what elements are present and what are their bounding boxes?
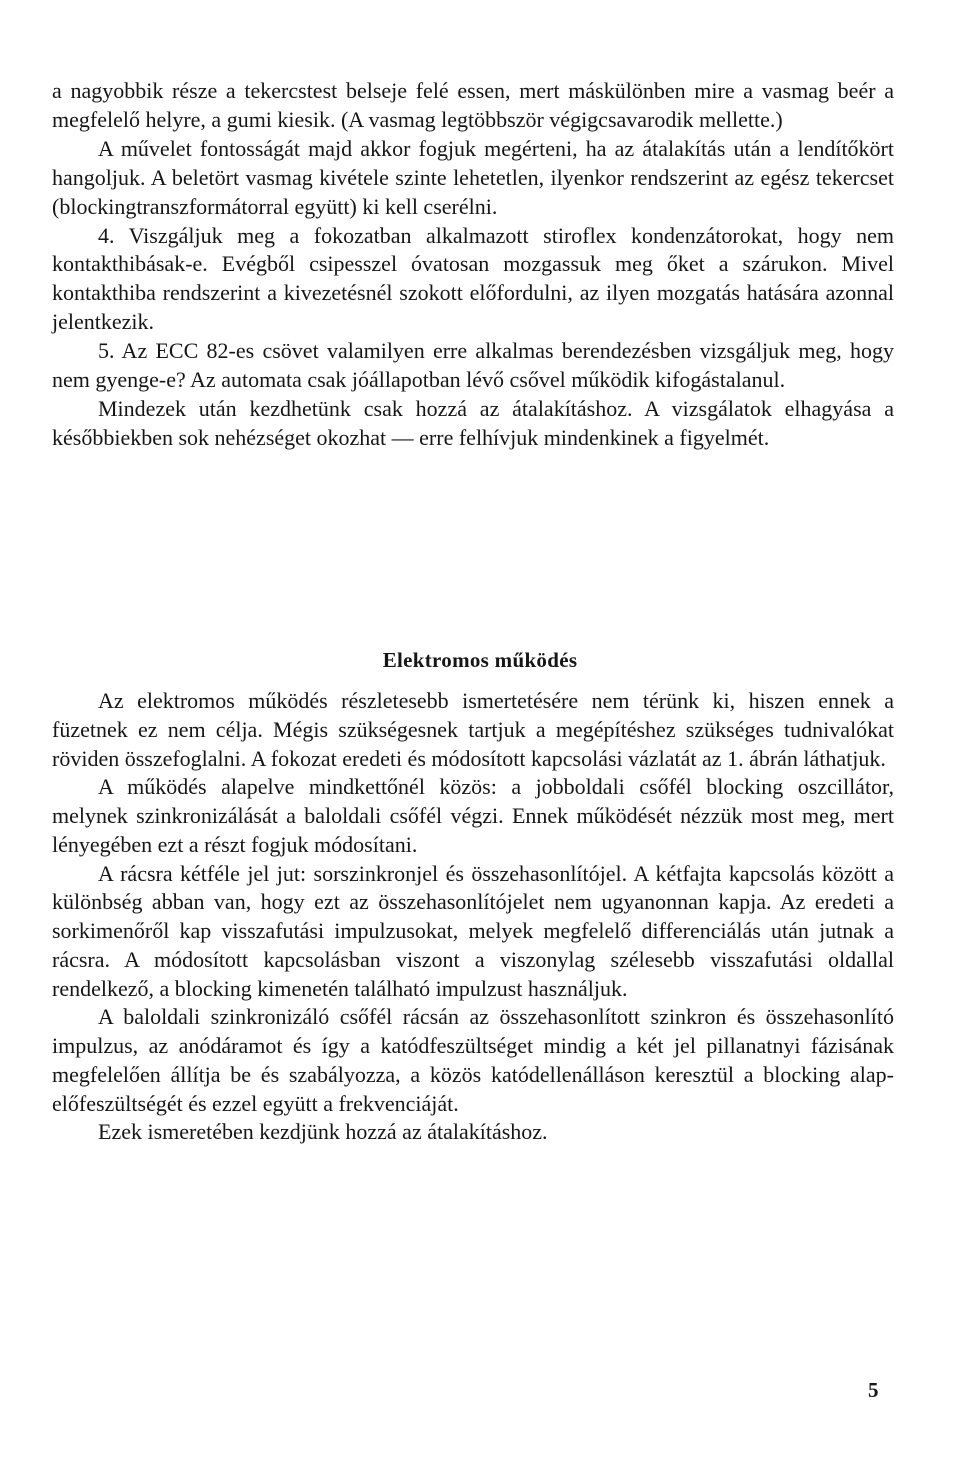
section-title: Elektromos működés [382,648,578,672]
paragraph-mindezek: Mindezek után kezdhetünk csak hozzá az átalakításhoz. A vizsgálatok elhagyása a későbbiekben sok nehézséget okozhat — erre felhívjuk mindenkinek a figyelmét. [52,395,894,450]
paragraph-racsra: A rácsra kétféle jel jut: sorszinkronjel és összehasonlítójel. A kétfajta kapcsolás között a különbség abban van, hogy ezt az összehasonlítójelet nem ugyanonnan kapja. Az eredeti a sorkimenőről kap visszafutási impulzusokat, melyek megfelelő differenciálás után jutnak a rácsra. A módosított kapcsolásban viszont a viszonylag szélesebb visszafutási oldallal rendelkező, a blocking kimenetén található impulzust használjuk. [52,860,894,1001]
bottom-text-block [52,687,894,1147]
paragraph-elektromos: Az elektromos működés részletesebb ismertetésére nem térünk ki, hiszen ennek a füzetnek ez nem célja. Mégis szükségesnek tartjuk a megépítéshez szükséges tudnivalókat röviden összefoglalni. A fokozat eredeti és módosított kapcsolási vázlatát az 1. ábrán láthatjuk. [52,688,894,771]
paragraph-baloldali: A baloldali szinkronizáló csőfél rácsán az összehasonlított szinkron és összehasonlító impulzus, az anódáramot és így a katódfeszültséget mindig a két jel pillanatnyi fázisának megfelelően állítja be és szabályozza, a közös katódellenálláson keresztül a blocking alapelőfeszültségét és ezzel együtt a frekvenciáját. [52,1004,894,1116]
paragraph-alapelv: A működés alapelve mindkettőnél közös: a jobboldali csőfél blocking oszcillátor, melynek szinkronizálását a baloldali csőfél végzi. Ennek működését nézzük most meg, mert lényegében ezt a részt fogjuk módosítani. [52,774,894,857]
paragraph-vasmag: a nagyobbik része a tekercstest belseje felé essen, mert máskülönben mire a vasmag beér a megfelelő helyre, a gumi kiesik. (A vasmag legtöbbször végigcsavarodik mellette.) [52,78,894,132]
page-number: 5 [868,1378,879,1402]
paragraph-step-5: 5. Az ECC 82-es csövet valamilyen erre alkalmas berendezésben vizsgáljuk meg, hogy nem gyenge-e? Az automata csak jóállapotban lévő csővel működik kifogástalanul. [52,338,894,393]
paragraph-muvelet: A művelet fontosságát majd akkor fogjuk megérteni, ha az átalakítás után a lendítőkört hangoljuk. A beletört vasmag kivétele szinte lehetetlen, ilyenkor rendszerint az egész tekercset (blockingtranszformátorral együtt) ki kell cserélni. [52,135,894,219]
paragraph-step-4: 4. Viszgáljuk meg a fokozatban alkalmazott stiroflex kondenzátorokat, hogy nem kontakthibásak-e. Evégből csipesszel óvatosan mozgassuk meg őket a szárukon. Mivel kontakthiba rendszerint a kivezetésnél szokott előfordulni, az ilyen mozgatás hatására azonnal jelentkezik. [52,222,894,335]
paragraph-ezek: Ezek ismeretében kezdjünk hozzá az átalakításhoz. [98,1119,548,1145]
top-text-block [52,77,894,453]
